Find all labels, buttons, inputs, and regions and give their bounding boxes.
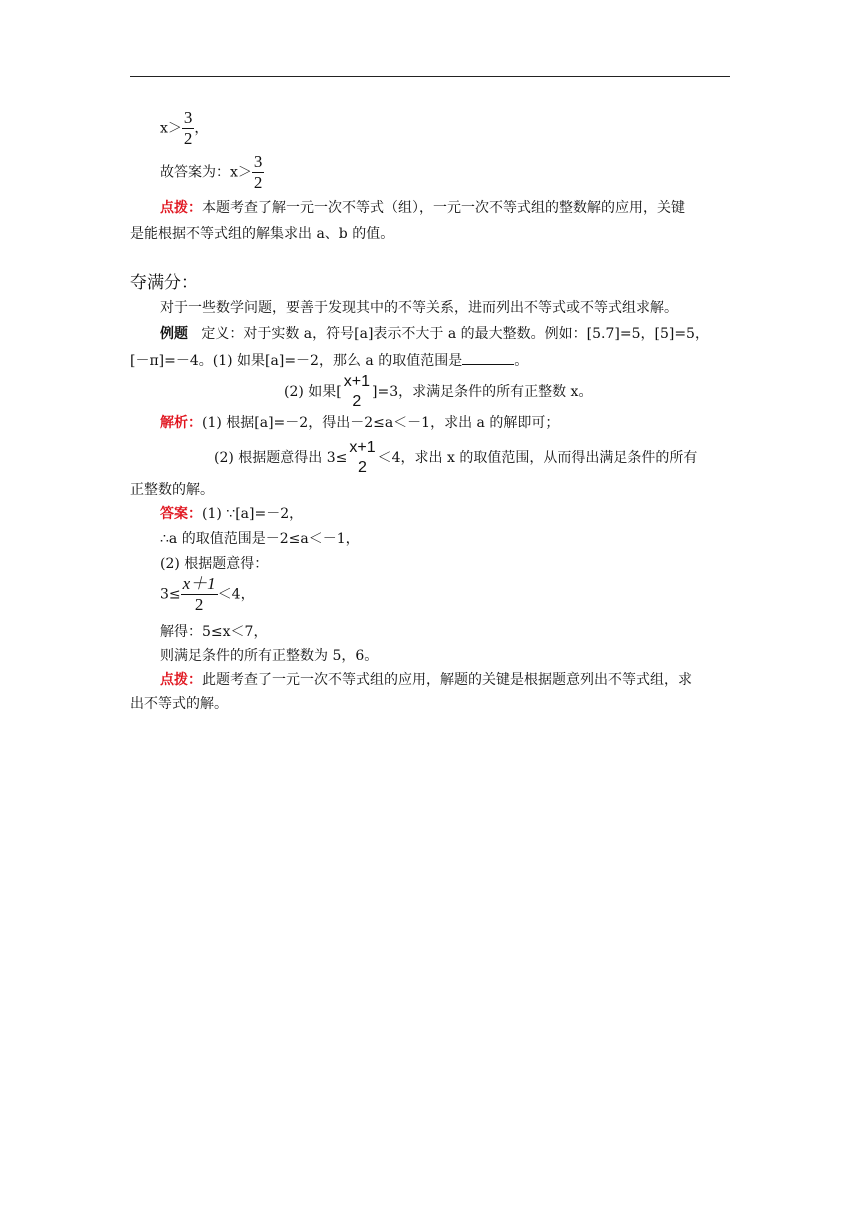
- answer-label: 答案：: [160, 506, 202, 522]
- example-line: 例题 定义：对于实数 a，符号[a]表示不大于 a 的最大整数。例如：[5.7]=5，[5]=5，: [160, 326, 709, 342]
- answer-line-6: 则满足条件的所有正整数为 5，6。: [160, 648, 379, 664]
- tip-label: 点拨：: [160, 200, 202, 216]
- fraction: $\frac{3}{2}$: [253, 152, 263, 192]
- answer-blank: [462, 350, 514, 365]
- tip-paragraph-cont: 是能根据不等式组的解集求出 a、b 的值。: [130, 226, 395, 242]
- answer-line-2: ∴a 的取值范围是－2≤a＜－1，: [160, 531, 360, 547]
- tip-paragraph: 点拨：本题考查了解一元一次不等式（组），一元一次不等式组的整数解的应用，关键: [160, 200, 685, 216]
- answer-line-5: 解得：5≤x＜7，: [160, 624, 268, 640]
- tip-paragraph-cont: 出不等式的解。: [130, 696, 228, 712]
- analysis-label: 解析：: [160, 415, 202, 431]
- answer-inequality: 3≤ $\frac{x+1}{2}$ ＜4，: [160, 574, 255, 614]
- fraction: x+1 2: [343, 373, 370, 410]
- example-label: 例题: [160, 326, 188, 342]
- header-rule: [130, 76, 730, 77]
- fraction: $\frac{3}{2}$: [183, 108, 193, 148]
- analysis-line-2: (2) 根据题意得出 3≤ x+1 2 ＜4，求出 x 的取值范围，从而得出满足条件的所有: [214, 439, 698, 476]
- answer-line-3: (2) 根据题意得：: [160, 556, 269, 572]
- example-line-cont: [－π]=－4。(1) 如果[a]=－2，那么 a 的取值范围是 。: [130, 350, 528, 371]
- analysis-line-cont: 正整数的解。: [130, 482, 214, 498]
- tip-label: 点拨：: [160, 672, 202, 688]
- answer-line-1: 答案：(1) ∵[a]=－2，: [160, 506, 304, 522]
- section-title: 夺满分：: [130, 273, 198, 293]
- fraction: x+1 2: [349, 439, 376, 476]
- example-question-2: (2) 如果[ x+1 2 ]=3，求满足条件的所有正整数 x。: [284, 373, 593, 410]
- final-answer-line: 故答案为：x＞ $\frac{3}{2}$: [160, 152, 263, 192]
- fraction: $\frac{x+1}{2}$: [182, 574, 216, 614]
- analysis-line: 解析：(1) 根据[a]=－2，得出－2≤a＜－1，求出 a 的解即可；: [160, 415, 560, 431]
- result-line: x＞ $\frac{3}{2}$ ，: [160, 108, 209, 148]
- intro-text: 对于一些数学问题，要善于发现其中的不等关系，进而列出不等式或不等式组求解。: [160, 300, 678, 316]
- tip-paragraph: 点拨：此题考查了一元一次不等式组的应用，解题的关键是根据题意列出不等式组，求: [160, 672, 692, 688]
